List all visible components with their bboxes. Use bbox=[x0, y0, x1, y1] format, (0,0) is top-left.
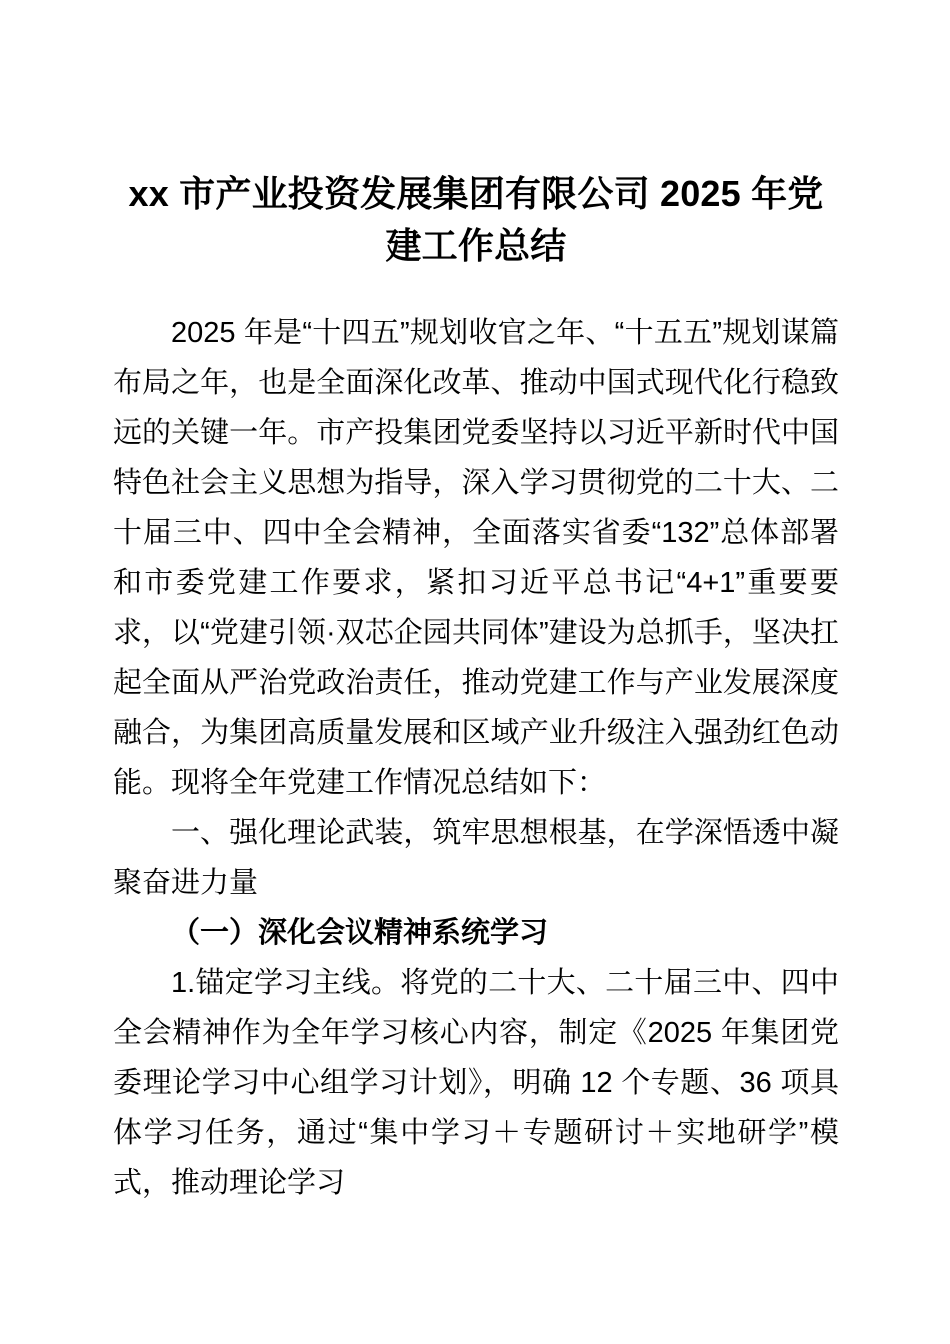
body-item-1: 1.锚定学习主线。将党的二十大、二十届三中、四中全会精神作为全年学习核心内容，制定《2025 年集团党委理论学习中心组学习计划》，明确 12 个专题、36 项具体学习任务，通过“集中学习＋专题研讨＋实地研学”模式，推动理论学习 bbox=[113, 967, 839, 1199]
subsection-heading-1-1: （一）深化会议精神系统学习 bbox=[171, 917, 549, 949]
page-title-line-2: 建工作总结 bbox=[385, 225, 567, 266]
page-title bbox=[113, 0, 839, 272]
section-heading-1: 一、强化理论武装，筑牢思想根基，在学深悟透中凝聚奋进力量 bbox=[113, 817, 839, 899]
title-body-spacer bbox=[113, 272, 839, 308]
intro-paragraph: 2025 年是“十四五”规划收官之年、“十五五”规划谋篇布局之年，也是全面深化改革、推动中国式现代化行稳致远的关键一年。市产投集团党委坚持以习近平新时代中国特色社会主义思想为指导，深入学习贯彻党的二十大、二十届三中、四中全会精神，全面落实省委“132”总体部署和市委党建工作要求，紧扣习近平总书记“4+1”重要要求，以“党建引领·双芯企园共同体”建设为总抓手，坚决扛起全面从严治党政治责任，推动党建工作与产业发展深度融合，为集团高质量发展和区域产业升级注入强劲红色动能。现将全年党建工作情况总结如下： bbox=[113, 317, 839, 799]
page-title-line-1: xx 市产业投资发展集团有限公司 2025 年党 bbox=[128, 173, 824, 214]
document-content-column bbox=[113, 0, 839, 1208]
